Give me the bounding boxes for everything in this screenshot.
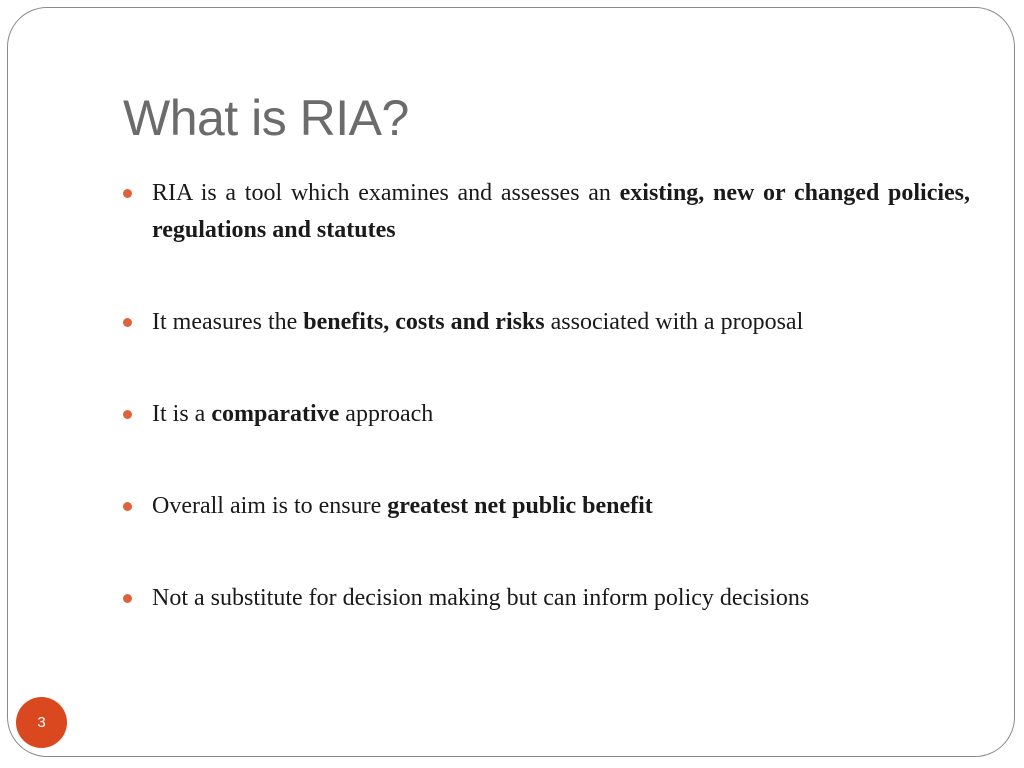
bullet-dot-icon [123, 594, 132, 603]
slide-title: What is RIA? [123, 90, 409, 146]
bullet-text-suffix: approach [339, 401, 434, 427]
bullet-text: It is a [152, 401, 212, 427]
bullet-item [123, 580, 970, 617]
bullet-text: RIA is a tool which examines and assesses an [152, 180, 620, 206]
bullet-text: It measures the [152, 309, 304, 335]
bullet-item [123, 175, 970, 249]
bullet-dot-icon [123, 502, 132, 511]
bullet-bold-text: comparative [211, 401, 340, 427]
bullet-dot-icon [123, 410, 132, 419]
bullet-item [123, 488, 970, 525]
bullet-list [123, 175, 970, 617]
bullet-text-suffix: associated with a proposal [544, 309, 804, 335]
bullet-text: Overall aim is to ensure [152, 493, 388, 519]
bullet-dot-icon [123, 318, 132, 327]
bullet-item [123, 304, 970, 341]
bullet-item [123, 396, 970, 433]
slide [7, 7, 1015, 757]
bullet-bold-text: greatest net public benefit [387, 493, 653, 519]
bullet-bold-text: existing, new or changed policies, regulations and statutes [152, 180, 971, 243]
bullet-dot-icon [123, 189, 132, 198]
bullet-text: Not a substitute for decision making but can inform policy decisions [152, 585, 810, 611]
page-number-badge: 3 [16, 697, 67, 748]
bullet-bold-text: benefits, costs and risks [303, 309, 545, 335]
